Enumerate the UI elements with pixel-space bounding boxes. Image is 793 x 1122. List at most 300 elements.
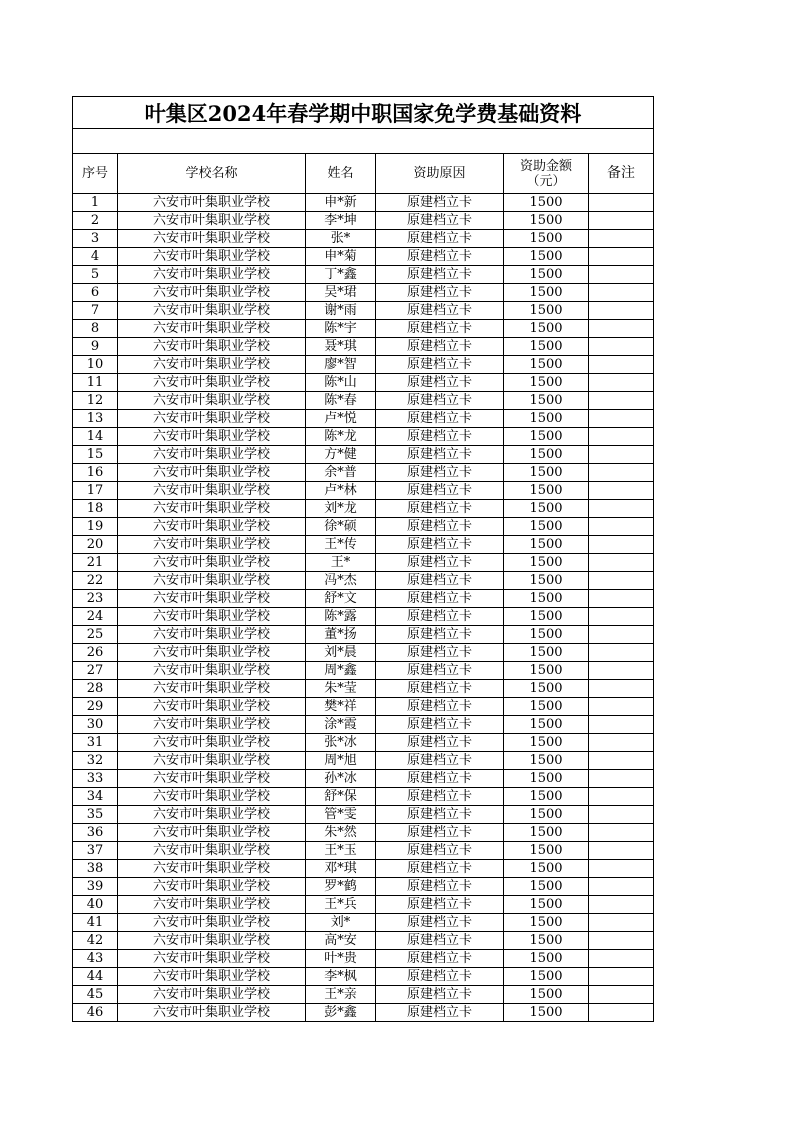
cell-index: 36 bbox=[73, 824, 118, 842]
cell-name: 陈*春 bbox=[306, 392, 376, 410]
table-row bbox=[73, 518, 654, 536]
cell-school: 六安市叶集职业学校 bbox=[118, 644, 306, 662]
cell-index: 42 bbox=[73, 932, 118, 950]
table-row bbox=[73, 428, 654, 446]
cell-reason: 原建档立卡 bbox=[376, 446, 504, 464]
cell-amount: 1500 bbox=[504, 842, 589, 860]
cell-name: 张* bbox=[306, 230, 376, 248]
cell-school: 六安市叶集职业学校 bbox=[118, 500, 306, 518]
cell-remarks bbox=[589, 608, 654, 626]
table-row bbox=[73, 194, 654, 212]
cell-school: 六安市叶集职业学校 bbox=[118, 734, 306, 752]
cell-reason: 原建档立卡 bbox=[376, 752, 504, 770]
cell-remarks bbox=[589, 266, 654, 284]
cell-school: 六安市叶集职业学校 bbox=[118, 248, 306, 266]
cell-remarks bbox=[589, 788, 654, 806]
cell-school: 六安市叶集职业学校 bbox=[118, 284, 306, 302]
cell-reason: 原建档立卡 bbox=[376, 896, 504, 914]
cell-remarks bbox=[589, 842, 654, 860]
cell-remarks bbox=[589, 212, 654, 230]
title-row bbox=[73, 97, 654, 129]
cell-name: 余*普 bbox=[306, 464, 376, 482]
cell-remarks bbox=[589, 500, 654, 518]
cell-amount: 1500 bbox=[504, 878, 589, 896]
cell-remarks bbox=[589, 518, 654, 536]
cell-reason: 原建档立卡 bbox=[376, 788, 504, 806]
table-row bbox=[73, 554, 654, 572]
cell-amount: 1500 bbox=[504, 536, 589, 554]
table-row bbox=[73, 680, 654, 698]
cell-index: 27 bbox=[73, 662, 118, 680]
cell-school: 六安市叶集职业学校 bbox=[118, 986, 306, 1004]
cell-index: 28 bbox=[73, 680, 118, 698]
cell-reason: 原建档立卡 bbox=[376, 662, 504, 680]
cell-amount: 1500 bbox=[504, 266, 589, 284]
cell-index: 33 bbox=[73, 770, 118, 788]
cell-reason: 原建档立卡 bbox=[376, 518, 504, 536]
table-row bbox=[73, 824, 654, 842]
cell-school: 六安市叶集职业学校 bbox=[118, 482, 306, 500]
table-row bbox=[73, 896, 654, 914]
cell-reason: 原建档立卡 bbox=[376, 734, 504, 752]
cell-reason: 原建档立卡 bbox=[376, 284, 504, 302]
table-row bbox=[73, 860, 654, 878]
cell-remarks bbox=[589, 806, 654, 824]
cell-name: 陈*宇 bbox=[306, 320, 376, 338]
cell-name: 高*安 bbox=[306, 932, 376, 950]
table-row bbox=[73, 482, 654, 500]
cell-name: 孙*冰 bbox=[306, 770, 376, 788]
cell-school: 六安市叶集职业学校 bbox=[118, 716, 306, 734]
cell-amount: 1500 bbox=[504, 914, 589, 932]
cell-school: 六安市叶集职业学校 bbox=[118, 554, 306, 572]
cell-name: 朱*然 bbox=[306, 824, 376, 842]
cell-remarks bbox=[589, 878, 654, 896]
cell-name: 周*旭 bbox=[306, 752, 376, 770]
cell-reason: 原建档立卡 bbox=[376, 536, 504, 554]
table-row bbox=[73, 986, 654, 1004]
cell-name: 王*兵 bbox=[306, 896, 376, 914]
cell-name: 舒*文 bbox=[306, 590, 376, 608]
cell-remarks bbox=[589, 536, 654, 554]
cell-reason: 原建档立卡 bbox=[376, 194, 504, 212]
cell-school: 六安市叶集职业学校 bbox=[118, 626, 306, 644]
table-row bbox=[73, 878, 654, 896]
table-row bbox=[73, 968, 654, 986]
cell-index: 29 bbox=[73, 698, 118, 716]
cell-remarks bbox=[589, 644, 654, 662]
cell-remarks bbox=[589, 662, 654, 680]
cell-index: 39 bbox=[73, 878, 118, 896]
cell-remarks bbox=[589, 320, 654, 338]
cell-school: 六安市叶集职业学校 bbox=[118, 878, 306, 896]
cell-reason: 原建档立卡 bbox=[376, 464, 504, 482]
cell-index: 16 bbox=[73, 464, 118, 482]
cell-school: 六安市叶集职业学校 bbox=[118, 464, 306, 482]
cell-name: 管*雯 bbox=[306, 806, 376, 824]
table-row bbox=[73, 284, 654, 302]
cell-remarks bbox=[589, 680, 654, 698]
cell-remarks bbox=[589, 374, 654, 392]
table-row bbox=[73, 392, 654, 410]
cell-index: 30 bbox=[73, 716, 118, 734]
cell-name: 刘*龙 bbox=[306, 500, 376, 518]
cell-reason: 原建档立卡 bbox=[376, 608, 504, 626]
cell-remarks bbox=[589, 932, 654, 950]
table-row bbox=[73, 302, 654, 320]
cell-amount: 1500 bbox=[504, 734, 589, 752]
cell-amount: 1500 bbox=[504, 644, 589, 662]
cell-reason: 原建档立卡 bbox=[376, 428, 504, 446]
cell-remarks bbox=[589, 428, 654, 446]
cell-reason: 原建档立卡 bbox=[376, 698, 504, 716]
page-title: 叶集区2024年春学期中职国家免学费基础资料 bbox=[73, 97, 654, 129]
cell-amount: 1500 bbox=[504, 554, 589, 572]
cell-school: 六安市叶集职业学校 bbox=[118, 752, 306, 770]
table-body bbox=[73, 194, 654, 1022]
cell-reason: 原建档立卡 bbox=[376, 248, 504, 266]
cell-name: 徐*硕 bbox=[306, 518, 376, 536]
cell-index: 6 bbox=[73, 284, 118, 302]
cell-remarks bbox=[589, 248, 654, 266]
cell-name: 彭*鑫 bbox=[306, 1004, 376, 1022]
cell-amount: 1500 bbox=[504, 338, 589, 356]
cell-school: 六安市叶集职业学校 bbox=[118, 320, 306, 338]
cell-reason: 原建档立卡 bbox=[376, 932, 504, 950]
cell-amount: 1500 bbox=[504, 230, 589, 248]
cell-index: 11 bbox=[73, 374, 118, 392]
cell-amount: 1500 bbox=[504, 302, 589, 320]
cell-index: 34 bbox=[73, 788, 118, 806]
cell-name: 樊*祥 bbox=[306, 698, 376, 716]
table-row bbox=[73, 644, 654, 662]
cell-school: 六安市叶集职业学校 bbox=[118, 608, 306, 626]
cell-remarks bbox=[589, 734, 654, 752]
table-row bbox=[73, 464, 654, 482]
cell-school: 六安市叶集职业学校 bbox=[118, 266, 306, 284]
cell-remarks bbox=[589, 464, 654, 482]
header-amount-line1: 资助金额 bbox=[519, 158, 572, 174]
cell-amount: 1500 bbox=[504, 824, 589, 842]
cell-amount: 1500 bbox=[504, 806, 589, 824]
table-row bbox=[73, 698, 654, 716]
cell-name: 张*冰 bbox=[306, 734, 376, 752]
cell-index: 32 bbox=[73, 752, 118, 770]
cell-school: 六安市叶集职业学校 bbox=[118, 788, 306, 806]
cell-remarks bbox=[589, 860, 654, 878]
table-row bbox=[73, 230, 654, 248]
table-row bbox=[73, 662, 654, 680]
cell-name: 卢*林 bbox=[306, 482, 376, 500]
cell-index: 13 bbox=[73, 410, 118, 428]
cell-name: 陈*龙 bbox=[306, 428, 376, 446]
cell-remarks bbox=[589, 824, 654, 842]
cell-index: 3 bbox=[73, 230, 118, 248]
cell-school: 六安市叶集职业学校 bbox=[118, 1004, 306, 1022]
blank-row bbox=[73, 129, 654, 154]
cell-index: 22 bbox=[73, 572, 118, 590]
cell-amount: 1500 bbox=[504, 608, 589, 626]
cell-index: 17 bbox=[73, 482, 118, 500]
cell-index: 46 bbox=[73, 1004, 118, 1022]
table-row bbox=[73, 734, 654, 752]
cell-reason: 原建档立卡 bbox=[376, 770, 504, 788]
cell-index: 15 bbox=[73, 446, 118, 464]
table-row bbox=[73, 356, 654, 374]
cell-school: 六安市叶集职业学校 bbox=[118, 860, 306, 878]
cell-reason: 原建档立卡 bbox=[376, 302, 504, 320]
cell-reason: 原建档立卡 bbox=[376, 590, 504, 608]
cell-amount: 1500 bbox=[504, 482, 589, 500]
cell-name: 叶*贵 bbox=[306, 950, 376, 968]
header-remarks: 备注 bbox=[589, 154, 654, 194]
cell-name: 王*传 bbox=[306, 536, 376, 554]
cell-school: 六安市叶集职业学校 bbox=[118, 338, 306, 356]
cell-index: 21 bbox=[73, 554, 118, 572]
cell-amount: 1500 bbox=[504, 212, 589, 230]
cell-remarks bbox=[589, 482, 654, 500]
cell-name: 陈*露 bbox=[306, 608, 376, 626]
cell-school: 六安市叶集职业学校 bbox=[118, 518, 306, 536]
cell-amount: 1500 bbox=[504, 680, 589, 698]
cell-school: 六安市叶集职业学校 bbox=[118, 896, 306, 914]
cell-amount: 1500 bbox=[504, 356, 589, 374]
cell-name: 王*玉 bbox=[306, 842, 376, 860]
cell-name: 舒*保 bbox=[306, 788, 376, 806]
cell-amount: 1500 bbox=[504, 626, 589, 644]
table-row bbox=[73, 338, 654, 356]
cell-remarks bbox=[589, 698, 654, 716]
cell-index: 23 bbox=[73, 590, 118, 608]
cell-name: 李*坤 bbox=[306, 212, 376, 230]
table-row bbox=[73, 608, 654, 626]
cell-remarks bbox=[589, 194, 654, 212]
table-row bbox=[73, 410, 654, 428]
cell-school: 六安市叶集职业学校 bbox=[118, 374, 306, 392]
cell-amount: 1500 bbox=[504, 770, 589, 788]
cell-index: 25 bbox=[73, 626, 118, 644]
table-row bbox=[73, 752, 654, 770]
cell-school: 六安市叶集职业学校 bbox=[118, 842, 306, 860]
cell-name: 罗*鹤 bbox=[306, 878, 376, 896]
cell-amount: 1500 bbox=[504, 284, 589, 302]
cell-amount: 1500 bbox=[504, 464, 589, 482]
cell-reason: 原建档立卡 bbox=[376, 860, 504, 878]
cell-name: 陈*山 bbox=[306, 374, 376, 392]
cell-school: 六安市叶集职业学校 bbox=[118, 392, 306, 410]
cell-reason: 原建档立卡 bbox=[376, 680, 504, 698]
cell-school: 六安市叶集职业学校 bbox=[118, 950, 306, 968]
cell-remarks bbox=[589, 230, 654, 248]
cell-reason: 原建档立卡 bbox=[376, 230, 504, 248]
table-row bbox=[73, 788, 654, 806]
cell-school: 六安市叶集职业学校 bbox=[118, 824, 306, 842]
cell-index: 20 bbox=[73, 536, 118, 554]
cell-remarks bbox=[589, 752, 654, 770]
cell-amount: 1500 bbox=[504, 932, 589, 950]
cell-name: 王* bbox=[306, 554, 376, 572]
table-row bbox=[73, 950, 654, 968]
cell-index: 26 bbox=[73, 644, 118, 662]
cell-amount: 1500 bbox=[504, 986, 589, 1004]
table-row bbox=[73, 932, 654, 950]
cell-amount: 1500 bbox=[504, 446, 589, 464]
table-row bbox=[73, 842, 654, 860]
cell-name: 涂*霞 bbox=[306, 716, 376, 734]
cell-index: 14 bbox=[73, 428, 118, 446]
cell-remarks bbox=[589, 572, 654, 590]
cell-index: 18 bbox=[73, 500, 118, 518]
cell-amount: 1500 bbox=[504, 788, 589, 806]
cell-school: 六安市叶集职业学校 bbox=[118, 302, 306, 320]
table-row bbox=[73, 572, 654, 590]
cell-name: 冯*杰 bbox=[306, 572, 376, 590]
cell-school: 六安市叶集职业学校 bbox=[118, 590, 306, 608]
cell-remarks bbox=[589, 626, 654, 644]
cell-reason: 原建档立卡 bbox=[376, 986, 504, 1004]
cell-remarks bbox=[589, 446, 654, 464]
cell-reason: 原建档立卡 bbox=[376, 392, 504, 410]
cell-remarks bbox=[589, 770, 654, 788]
cell-remarks bbox=[589, 338, 654, 356]
cell-name: 周*鑫 bbox=[306, 662, 376, 680]
cell-reason: 原建档立卡 bbox=[376, 842, 504, 860]
cell-amount: 1500 bbox=[504, 320, 589, 338]
cell-school: 六安市叶集职业学校 bbox=[118, 410, 306, 428]
cell-index: 43 bbox=[73, 950, 118, 968]
cell-index: 31 bbox=[73, 734, 118, 752]
cell-school: 六安市叶集职业学校 bbox=[118, 356, 306, 374]
cell-remarks bbox=[589, 896, 654, 914]
cell-reason: 原建档立卡 bbox=[376, 320, 504, 338]
cell-school: 六安市叶集职业学校 bbox=[118, 770, 306, 788]
cell-reason: 原建档立卡 bbox=[376, 356, 504, 374]
cell-name: 聂*琪 bbox=[306, 338, 376, 356]
cell-index: 45 bbox=[73, 986, 118, 1004]
cell-amount: 1500 bbox=[504, 590, 589, 608]
cell-name: 申*新 bbox=[306, 194, 376, 212]
cell-reason: 原建档立卡 bbox=[376, 482, 504, 500]
cell-amount: 1500 bbox=[504, 968, 589, 986]
cell-reason: 原建档立卡 bbox=[376, 554, 504, 572]
cell-remarks bbox=[589, 554, 654, 572]
cell-amount: 1500 bbox=[504, 896, 589, 914]
cell-school: 六安市叶集职业学校 bbox=[118, 230, 306, 248]
cell-index: 10 bbox=[73, 356, 118, 374]
cell-index: 12 bbox=[73, 392, 118, 410]
cell-name: 谢*雨 bbox=[306, 302, 376, 320]
cell-remarks bbox=[589, 968, 654, 986]
cell-amount: 1500 bbox=[504, 392, 589, 410]
cell-name: 廖*智 bbox=[306, 356, 376, 374]
cell-name: 邓*琪 bbox=[306, 860, 376, 878]
cell-school: 六安市叶集职业学校 bbox=[118, 680, 306, 698]
table-row bbox=[73, 248, 654, 266]
cell-index: 41 bbox=[73, 914, 118, 932]
table-row bbox=[73, 1004, 654, 1022]
cell-reason: 原建档立卡 bbox=[376, 950, 504, 968]
table-row bbox=[73, 320, 654, 338]
cell-amount: 1500 bbox=[504, 500, 589, 518]
cell-school: 六安市叶集职业学校 bbox=[118, 212, 306, 230]
header-amount-line2: （元） bbox=[526, 173, 566, 189]
cell-school: 六安市叶集职业学校 bbox=[118, 194, 306, 212]
cell-index: 19 bbox=[73, 518, 118, 536]
table-row bbox=[73, 500, 654, 518]
cell-reason: 原建档立卡 bbox=[376, 572, 504, 590]
cell-amount: 1500 bbox=[504, 248, 589, 266]
cell-reason: 原建档立卡 bbox=[376, 806, 504, 824]
cell-amount: 1500 bbox=[504, 572, 589, 590]
cell-name: 方*健 bbox=[306, 446, 376, 464]
table-row bbox=[73, 374, 654, 392]
table-row bbox=[73, 590, 654, 608]
cell-name: 刘* bbox=[306, 914, 376, 932]
table-row bbox=[73, 626, 654, 644]
cell-index: 8 bbox=[73, 320, 118, 338]
cell-reason: 原建档立卡 bbox=[376, 374, 504, 392]
cell-school: 六安市叶集职业学校 bbox=[118, 932, 306, 950]
header-row bbox=[73, 154, 654, 194]
cell-index: 7 bbox=[73, 302, 118, 320]
cell-index: 9 bbox=[73, 338, 118, 356]
cell-name: 卢*悦 bbox=[306, 410, 376, 428]
cell-amount: 1500 bbox=[504, 950, 589, 968]
cell-reason: 原建档立卡 bbox=[376, 212, 504, 230]
cell-school: 六安市叶集职业学校 bbox=[118, 428, 306, 446]
cell-amount: 1500 bbox=[504, 410, 589, 428]
cell-amount: 1500 bbox=[504, 374, 589, 392]
cell-school: 六安市叶集职业学校 bbox=[118, 662, 306, 680]
cell-school: 六安市叶集职业学校 bbox=[118, 698, 306, 716]
table-row bbox=[73, 266, 654, 284]
cell-remarks bbox=[589, 914, 654, 932]
table-row bbox=[73, 212, 654, 230]
cell-remarks bbox=[589, 986, 654, 1004]
cell-amount: 1500 bbox=[504, 752, 589, 770]
cell-name: 朱*莹 bbox=[306, 680, 376, 698]
cell-reason: 原建档立卡 bbox=[376, 878, 504, 896]
cell-reason: 原建档立卡 bbox=[376, 824, 504, 842]
header-index: 序号 bbox=[73, 154, 118, 194]
cell-amount: 1500 bbox=[504, 662, 589, 680]
cell-reason: 原建档立卡 bbox=[376, 716, 504, 734]
header-school: 学校名称 bbox=[118, 154, 306, 194]
cell-school: 六安市叶集职业学校 bbox=[118, 806, 306, 824]
cell-index: 38 bbox=[73, 860, 118, 878]
cell-index: 5 bbox=[73, 266, 118, 284]
cell-name: 申*菊 bbox=[306, 248, 376, 266]
cell-remarks bbox=[589, 716, 654, 734]
cell-remarks bbox=[589, 356, 654, 374]
cell-remarks bbox=[589, 284, 654, 302]
cell-remarks bbox=[589, 1004, 654, 1022]
cell-name: 李*枫 bbox=[306, 968, 376, 986]
cell-index: 4 bbox=[73, 248, 118, 266]
cell-name: 刘*晨 bbox=[306, 644, 376, 662]
cell-amount: 1500 bbox=[504, 1004, 589, 1022]
header-reason: 资助原因 bbox=[376, 154, 504, 194]
cell-remarks bbox=[589, 302, 654, 320]
cell-remarks bbox=[589, 392, 654, 410]
cell-reason: 原建档立卡 bbox=[376, 266, 504, 284]
cell-amount: 1500 bbox=[504, 428, 589, 446]
cell-school: 六安市叶集职业学校 bbox=[118, 536, 306, 554]
cell-reason: 原建档立卡 bbox=[376, 968, 504, 986]
cell-school: 六安市叶集职业学校 bbox=[118, 446, 306, 464]
cell-reason: 原建档立卡 bbox=[376, 1004, 504, 1022]
cell-remarks bbox=[589, 410, 654, 428]
